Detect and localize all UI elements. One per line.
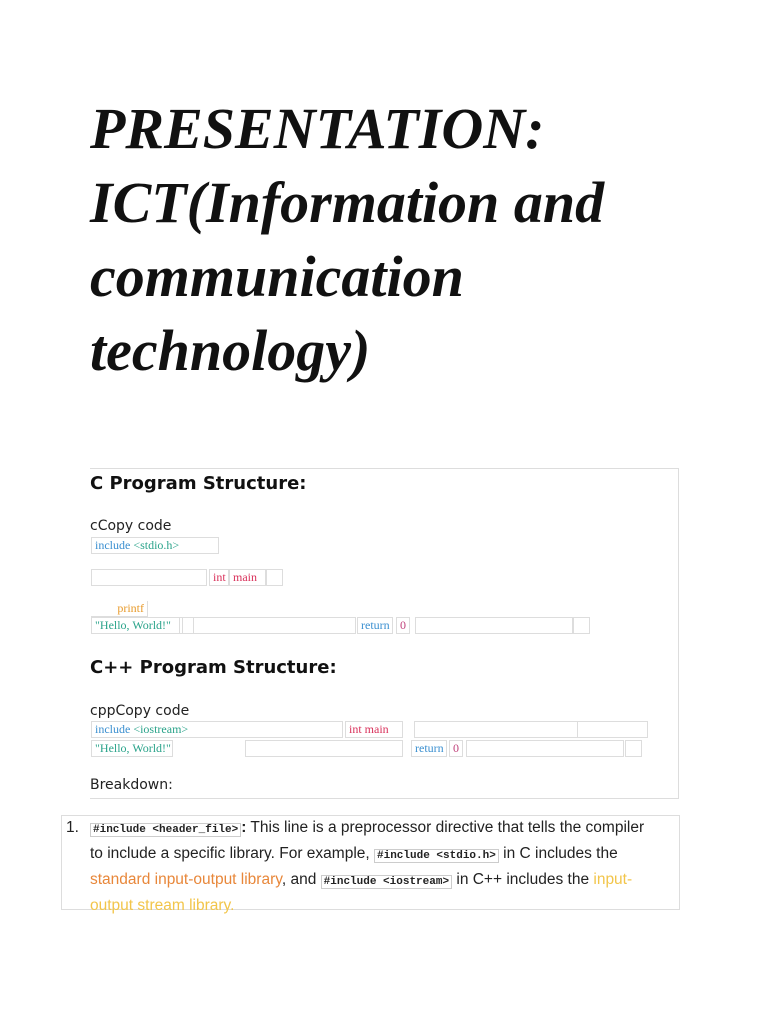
list-item: [90, 816, 650, 917]
c-heading: C Program Structure:: [90, 473, 307, 494]
code-box: [415, 617, 573, 634]
code-return: return: [411, 740, 447, 757]
code-box: [179, 617, 194, 634]
code-box: [625, 740, 642, 757]
code-keyword: include: [95, 722, 131, 736]
code-header: <stdio.h>: [133, 538, 180, 552]
standard-io-link[interactable]: standard input-output library: [90, 871, 282, 888]
text: , and: [281, 871, 321, 888]
text: in C++ includes the: [452, 871, 594, 888]
page-title: [90, 92, 604, 388]
cpp-copy-code-button[interactable]: cppCopy code: [90, 703, 190, 719]
code-box: [245, 740, 403, 757]
code-box: [266, 569, 283, 586]
text: This line is a preprocessor directive that tells the compiler to include a specific library. For example,: [90, 819, 645, 862]
title-line: technology): [90, 318, 371, 383]
code-string: "Hello, World!": [91, 617, 183, 634]
code-string: "Hello, World!": [91, 740, 173, 757]
code-box: [193, 617, 356, 634]
breakdown-label: Breakdown:: [90, 777, 173, 793]
code-zero: 0: [449, 740, 463, 757]
title-line: PRESENTATION:: [90, 96, 545, 161]
code-box: [91, 537, 219, 554]
code-box: [466, 740, 624, 757]
io-stream-link[interactable]: input-output stream library.: [90, 871, 633, 914]
cpp-heading: C++ Program Structure:: [90, 657, 337, 678]
code-header: <iostream>: [133, 722, 189, 736]
code-keyword: include: [95, 538, 131, 552]
code-box: [91, 569, 207, 586]
colon: :: [241, 819, 247, 836]
c-copy-code-button[interactable]: cCopy code: [90, 518, 172, 534]
code-printf: printf: [91, 601, 148, 617]
code-box: [577, 721, 648, 738]
code-int-main: int main: [345, 721, 403, 738]
code-box: [414, 721, 578, 738]
list-number: 1.: [66, 819, 79, 836]
code-return: return: [357, 617, 393, 634]
title-line: communication: [90, 244, 464, 309]
code-main: main: [229, 569, 266, 586]
title-line: ICT(Information and: [90, 170, 605, 235]
code-box: [91, 721, 343, 738]
code-box: [573, 617, 590, 634]
code-zero: 0: [396, 617, 410, 634]
inline-code: #include <iostream>: [321, 875, 452, 889]
text: in C includes the: [498, 845, 618, 862]
inline-code: #include <header_file>: [90, 823, 241, 837]
code-int: int: [209, 569, 229, 586]
inline-code: #include <stdio.h>: [374, 849, 499, 863]
